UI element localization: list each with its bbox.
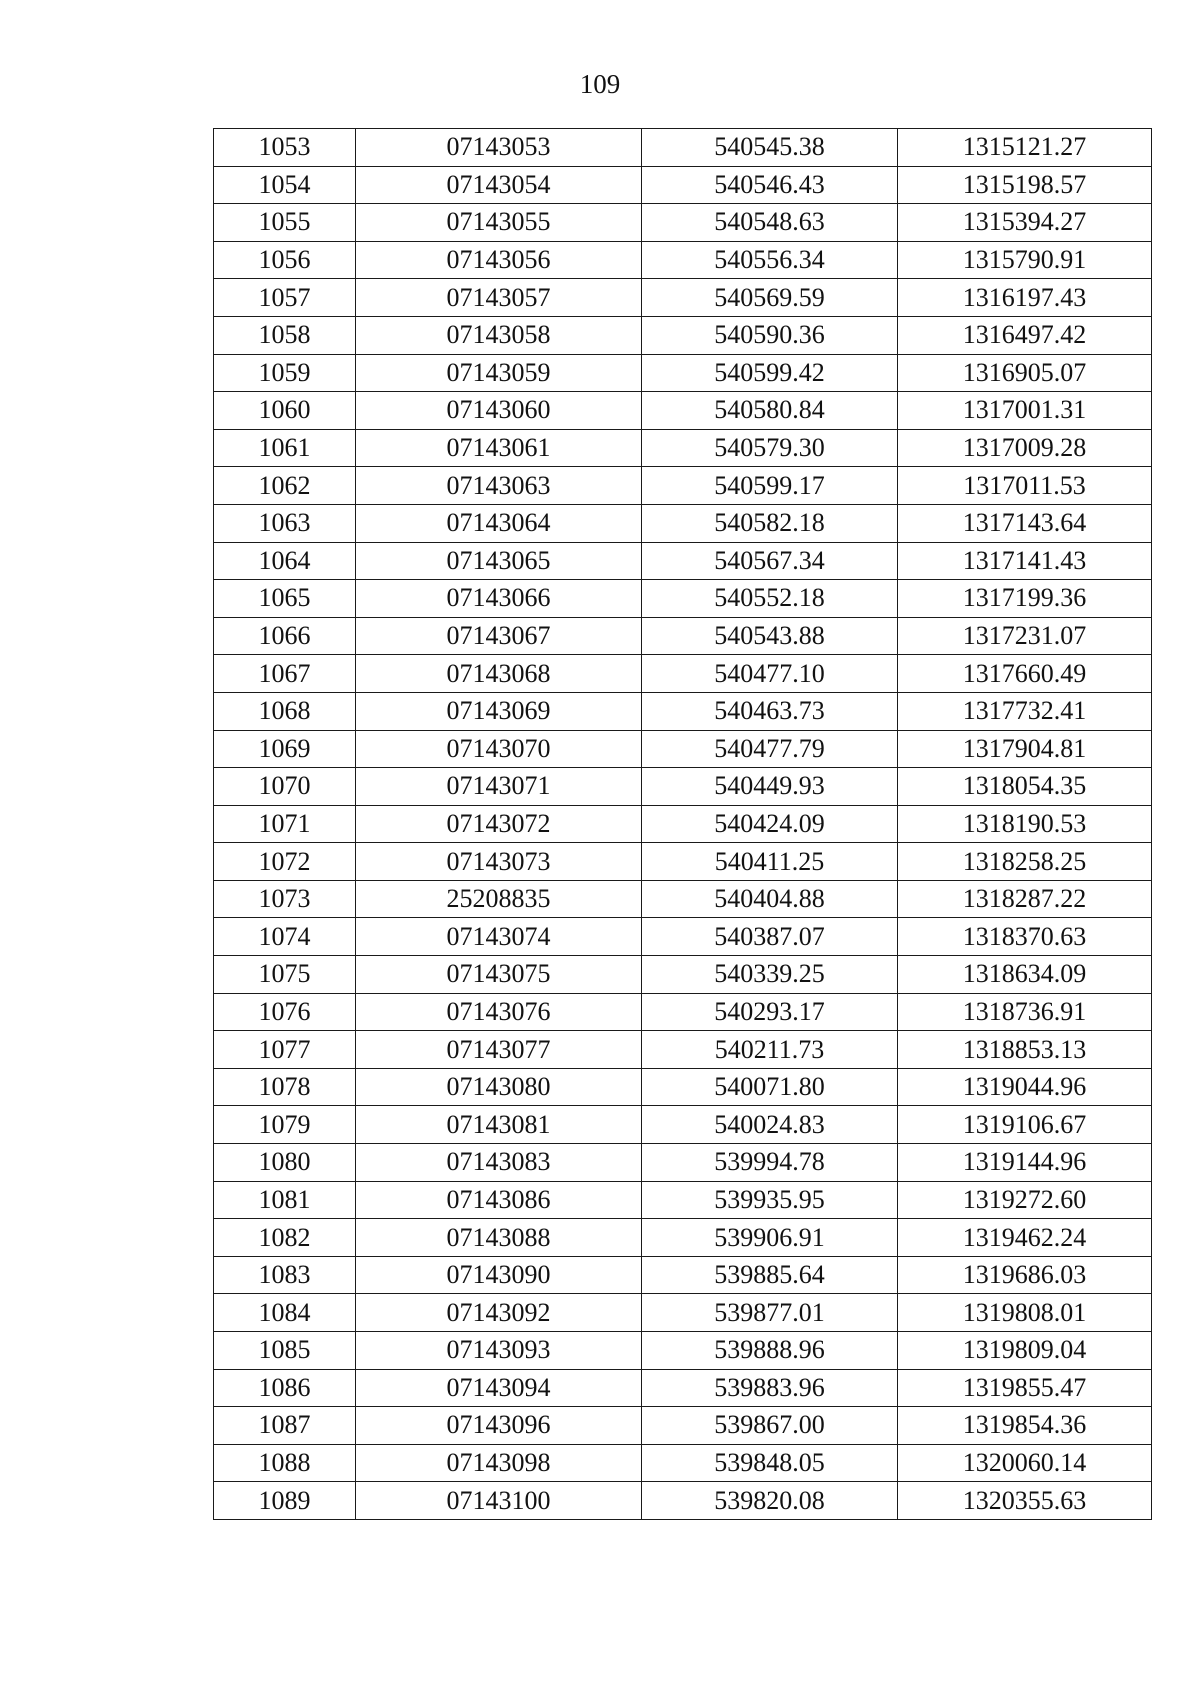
table-row <box>214 692 1152 730</box>
point-id-cell: 07143073 <box>356 843 642 881</box>
x-coordinate-cell: 540556.34 <box>642 241 898 279</box>
table-row <box>214 467 1152 505</box>
y-coordinate-cell: 1317141.43 <box>898 542 1152 580</box>
point-id-cell: 07143060 <box>356 392 642 430</box>
row-number-cell: 1075 <box>214 956 356 994</box>
table-row <box>214 1444 1152 1482</box>
table-row <box>214 1256 1152 1294</box>
point-id-cell: 07143080 <box>356 1068 642 1106</box>
x-coordinate-cell: 540024.83 <box>642 1106 898 1144</box>
row-number-cell: 1055 <box>214 204 356 242</box>
row-number-cell: 1059 <box>214 354 356 392</box>
table-row <box>214 880 1152 918</box>
table-row <box>214 1332 1152 1370</box>
y-coordinate-cell: 1316197.43 <box>898 279 1152 317</box>
y-coordinate-cell: 1317011.53 <box>898 467 1152 505</box>
table-row <box>214 1369 1152 1407</box>
row-number-cell: 1062 <box>214 467 356 505</box>
row-number-cell: 1082 <box>214 1219 356 1257</box>
row-number-cell: 1065 <box>214 580 356 618</box>
y-coordinate-cell: 1315394.27 <box>898 204 1152 242</box>
x-coordinate-cell: 540599.17 <box>642 467 898 505</box>
table-row <box>214 279 1152 317</box>
point-id-cell: 07143096 <box>356 1407 642 1445</box>
point-id-cell: 07143072 <box>356 805 642 843</box>
point-id-cell: 07143064 <box>356 504 642 542</box>
y-coordinate-cell: 1318634.09 <box>898 956 1152 994</box>
x-coordinate-cell: 540546.43 <box>642 166 898 204</box>
table-row <box>214 580 1152 618</box>
row-number-cell: 1073 <box>214 880 356 918</box>
table-body <box>214 129 1152 1520</box>
row-number-cell: 1064 <box>214 542 356 580</box>
row-number-cell: 1084 <box>214 1294 356 1332</box>
point-id-cell: 07143065 <box>356 542 642 580</box>
row-number-cell: 1081 <box>214 1181 356 1219</box>
table-row <box>214 354 1152 392</box>
table-row <box>214 1407 1152 1445</box>
y-coordinate-cell: 1317904.81 <box>898 730 1152 768</box>
y-coordinate-cell: 1319144.96 <box>898 1144 1152 1182</box>
point-id-cell: 07143054 <box>356 166 642 204</box>
table-row <box>214 241 1152 279</box>
y-coordinate-cell: 1319854.36 <box>898 1407 1152 1445</box>
point-id-cell: 07143061 <box>356 429 642 467</box>
y-coordinate-cell: 1320355.63 <box>898 1482 1152 1520</box>
point-id-cell: 07143093 <box>356 1332 642 1370</box>
table-row <box>214 166 1152 204</box>
row-number-cell: 1089 <box>214 1482 356 1520</box>
x-coordinate-cell: 540552.18 <box>642 580 898 618</box>
y-coordinate-cell: 1319272.60 <box>898 1181 1152 1219</box>
row-number-cell: 1057 <box>214 279 356 317</box>
row-number-cell: 1083 <box>214 1256 356 1294</box>
point-id-cell: 07143070 <box>356 730 642 768</box>
point-id-cell: 07143081 <box>356 1106 642 1144</box>
row-number-cell: 1066 <box>214 617 356 655</box>
table-row <box>214 1106 1152 1144</box>
row-number-cell: 1068 <box>214 692 356 730</box>
point-id-cell: 07143092 <box>356 1294 642 1332</box>
row-number-cell: 1072 <box>214 843 356 881</box>
x-coordinate-cell: 540579.30 <box>642 429 898 467</box>
table-row <box>214 768 1152 806</box>
row-number-cell: 1078 <box>214 1068 356 1106</box>
row-number-cell: 1080 <box>214 1144 356 1182</box>
x-coordinate-cell: 540424.09 <box>642 805 898 843</box>
y-coordinate-cell: 1319855.47 <box>898 1369 1152 1407</box>
row-number-cell: 1071 <box>214 805 356 843</box>
table-row <box>214 429 1152 467</box>
point-id-cell: 07143069 <box>356 692 642 730</box>
row-number-cell: 1054 <box>214 166 356 204</box>
table-row <box>214 843 1152 881</box>
table-row <box>214 1482 1152 1520</box>
x-coordinate-cell: 540339.25 <box>642 956 898 994</box>
point-id-cell: 07143075 <box>356 956 642 994</box>
x-coordinate-cell: 540449.93 <box>642 768 898 806</box>
x-coordinate-cell: 540580.84 <box>642 392 898 430</box>
row-number-cell: 1088 <box>214 1444 356 1482</box>
point-id-cell: 07143074 <box>356 918 642 956</box>
y-coordinate-cell: 1317143.64 <box>898 504 1152 542</box>
table-row <box>214 993 1152 1031</box>
x-coordinate-cell: 539820.08 <box>642 1482 898 1520</box>
table-row <box>214 542 1152 580</box>
x-coordinate-cell: 540387.07 <box>642 918 898 956</box>
y-coordinate-cell: 1319462.24 <box>898 1219 1152 1257</box>
table-row <box>214 655 1152 693</box>
x-coordinate-cell: 540071.80 <box>642 1068 898 1106</box>
table-row <box>214 1144 1152 1182</box>
y-coordinate-cell: 1318370.63 <box>898 918 1152 956</box>
table-row <box>214 956 1152 994</box>
x-coordinate-cell: 539935.95 <box>642 1181 898 1219</box>
y-coordinate-cell: 1319809.04 <box>898 1332 1152 1370</box>
table-row <box>214 617 1152 655</box>
point-id-cell: 07143071 <box>356 768 642 806</box>
row-number-cell: 1056 <box>214 241 356 279</box>
point-id-cell: 07143083 <box>356 1144 642 1182</box>
y-coordinate-cell: 1316497.42 <box>898 316 1152 354</box>
table-row <box>214 918 1152 956</box>
x-coordinate-cell: 540477.79 <box>642 730 898 768</box>
x-coordinate-cell: 540211.73 <box>642 1031 898 1069</box>
row-number-cell: 1067 <box>214 655 356 693</box>
x-coordinate-cell: 539848.05 <box>642 1444 898 1482</box>
table-row <box>214 730 1152 768</box>
table-row <box>214 129 1152 167</box>
row-number-cell: 1087 <box>214 1407 356 1445</box>
table-row <box>214 805 1152 843</box>
row-number-cell: 1076 <box>214 993 356 1031</box>
x-coordinate-cell: 540545.38 <box>642 129 898 167</box>
y-coordinate-cell: 1315198.57 <box>898 166 1152 204</box>
point-id-cell: 07143056 <box>356 241 642 279</box>
y-coordinate-cell: 1318736.91 <box>898 993 1152 1031</box>
row-number-cell: 1074 <box>214 918 356 956</box>
row-number-cell: 1077 <box>214 1031 356 1069</box>
y-coordinate-cell: 1315121.27 <box>898 129 1152 167</box>
row-number-cell: 1070 <box>214 768 356 806</box>
x-coordinate-cell: 540411.25 <box>642 843 898 881</box>
table-row <box>214 1068 1152 1106</box>
x-coordinate-cell: 539885.64 <box>642 1256 898 1294</box>
point-id-cell: 07143063 <box>356 467 642 505</box>
point-id-cell: 07143067 <box>356 617 642 655</box>
row-number-cell: 1085 <box>214 1332 356 1370</box>
x-coordinate-cell: 540293.17 <box>642 993 898 1031</box>
table-row <box>214 204 1152 242</box>
table-row <box>214 1181 1152 1219</box>
y-coordinate-cell: 1317199.36 <box>898 580 1152 618</box>
point-id-cell: 07143057 <box>356 279 642 317</box>
row-number-cell: 1063 <box>214 504 356 542</box>
point-id-cell: 07143090 <box>356 1256 642 1294</box>
y-coordinate-cell: 1316905.07 <box>898 354 1152 392</box>
point-id-cell: 07143088 <box>356 1219 642 1257</box>
x-coordinate-cell: 539877.01 <box>642 1294 898 1332</box>
page-number: 109 <box>579 69 621 99</box>
y-coordinate-cell: 1319686.03 <box>898 1256 1152 1294</box>
y-coordinate-cell: 1317009.28 <box>898 429 1152 467</box>
y-coordinate-cell: 1319808.01 <box>898 1294 1152 1332</box>
table-row <box>214 1219 1152 1257</box>
y-coordinate-cell: 1317660.49 <box>898 655 1152 693</box>
point-id-cell: 25208835 <box>356 880 642 918</box>
y-coordinate-cell: 1317001.31 <box>898 392 1152 430</box>
x-coordinate-cell: 539888.96 <box>642 1332 898 1370</box>
y-coordinate-cell: 1315790.91 <box>898 241 1152 279</box>
y-coordinate-cell: 1318258.25 <box>898 843 1152 881</box>
table-row <box>214 316 1152 354</box>
row-number-cell: 1069 <box>214 730 356 768</box>
point-id-cell: 07143053 <box>356 129 642 167</box>
x-coordinate-cell: 540582.18 <box>642 504 898 542</box>
point-id-cell: 07143076 <box>356 993 642 1031</box>
point-id-cell: 07143086 <box>356 1181 642 1219</box>
point-id-cell: 07143100 <box>356 1482 642 1520</box>
row-number-cell: 1061 <box>214 429 356 467</box>
y-coordinate-cell: 1320060.14 <box>898 1444 1152 1482</box>
point-id-cell: 07143068 <box>356 655 642 693</box>
x-coordinate-cell: 540599.42 <box>642 354 898 392</box>
point-id-cell: 07143058 <box>356 316 642 354</box>
x-coordinate-cell: 540463.73 <box>642 692 898 730</box>
x-coordinate-cell: 540590.36 <box>642 316 898 354</box>
x-coordinate-cell: 540477.10 <box>642 655 898 693</box>
x-coordinate-cell: 539883.96 <box>642 1369 898 1407</box>
row-number-cell: 1053 <box>214 129 356 167</box>
table-row <box>214 1031 1152 1069</box>
x-coordinate-cell: 539906.91 <box>642 1219 898 1257</box>
x-coordinate-cell: 540548.63 <box>642 204 898 242</box>
y-coordinate-cell: 1318190.53 <box>898 805 1152 843</box>
table-row <box>214 392 1152 430</box>
point-id-cell: 07143055 <box>356 204 642 242</box>
x-coordinate-cell: 540543.88 <box>642 617 898 655</box>
table-row <box>214 504 1152 542</box>
y-coordinate-cell: 1318287.22 <box>898 880 1152 918</box>
y-coordinate-cell: 1318054.35 <box>898 768 1152 806</box>
point-id-cell: 07143077 <box>356 1031 642 1069</box>
point-id-cell: 07143066 <box>356 580 642 618</box>
x-coordinate-cell: 540567.34 <box>642 542 898 580</box>
point-id-cell: 07143098 <box>356 1444 642 1482</box>
row-number-cell: 1079 <box>214 1106 356 1144</box>
row-number-cell: 1060 <box>214 392 356 430</box>
point-id-cell: 07143094 <box>356 1369 642 1407</box>
y-coordinate-cell: 1317231.07 <box>898 617 1152 655</box>
y-coordinate-cell: 1317732.41 <box>898 692 1152 730</box>
coordinate-table <box>213 128 1152 1520</box>
y-coordinate-cell: 1319106.67 <box>898 1106 1152 1144</box>
x-coordinate-cell: 539994.78 <box>642 1144 898 1182</box>
x-coordinate-cell: 539867.00 <box>642 1407 898 1445</box>
row-number-cell: 1058 <box>214 316 356 354</box>
x-coordinate-cell: 540569.59 <box>642 279 898 317</box>
table-row <box>214 1294 1152 1332</box>
x-coordinate-cell: 540404.88 <box>642 880 898 918</box>
y-coordinate-cell: 1319044.96 <box>898 1068 1152 1106</box>
y-coordinate-cell: 1318853.13 <box>898 1031 1152 1069</box>
row-number-cell: 1086 <box>214 1369 356 1407</box>
point-id-cell: 07143059 <box>356 354 642 392</box>
